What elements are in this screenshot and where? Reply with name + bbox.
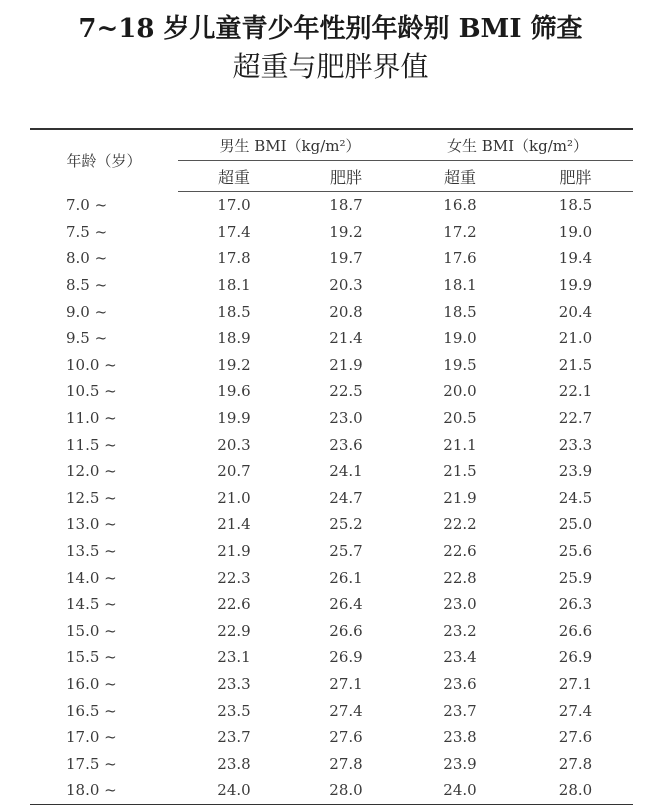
girls-overweight-cell: 20.5 [443,409,477,428]
girls-obese-cell: 25.0 [558,515,593,534]
girls-overweight-cell: 18.1 [443,276,477,295]
girls-overweight-cell: 18.5 [443,302,477,321]
boys-obese-cell: 27.4 [329,701,363,720]
age-cell: 16.0 ~ [66,674,117,693]
age-cell: 8.0 ~ [66,249,108,268]
age-cell: 14.5 ~ [66,595,117,614]
age-cell: 14.0 ~ [66,568,117,587]
girls-obese-cell: 21.5 [558,355,593,374]
boys-obese-cell: 26.4 [329,595,363,614]
girls-overweight-cell: 22.8 [443,568,477,587]
table-body [30,192,633,805]
girls-overweight-cell: 23.7 [443,701,477,720]
girls-obese-cell: 21.0 [558,329,593,348]
girls-obese-cell: 28.0 [518,777,633,804]
girls-overweight-cell: 24.0 [402,777,518,804]
table-row [30,671,633,698]
boys-obese-cell: 25.7 [329,542,363,561]
boys-obese-cell: 27.8 [329,754,363,773]
girls-overweight-cell: 23.2 [443,621,477,640]
girls-obese-cell: 19.9 [558,276,593,295]
age-cell: 11.0 ~ [66,409,117,428]
girls-overweight-cell: 21.9 [443,488,477,507]
girls-overweight-cell: 22.6 [443,542,477,561]
boys-overweight-cell: 19.9 [217,409,251,428]
boys-overweight-cell: 23.3 [217,674,251,693]
girls-overweight-cell: 20.0 [443,382,477,401]
boys-obese-cell: 24.7 [329,488,363,507]
table-row [30,352,633,379]
boys-bmi-header: 男生 BMI（kg/m²） [178,129,402,161]
table-row [30,458,633,485]
girls-obese-cell: 23.9 [558,462,593,481]
boys-overweight-cell: 21.4 [217,515,251,534]
girls-overweight-cell: 23.6 [443,674,477,693]
table-row [30,272,633,299]
girls-obese-cell: 26.3 [558,595,593,614]
girls-obese-cell: 24.5 [558,488,593,507]
boys-overweight-cell: 23.8 [217,754,251,773]
girls-overweight-cell: 23.9 [443,754,477,773]
boys-overweight-cell: 17.8 [217,249,251,268]
boys-overweight-cell: 22.6 [217,595,251,614]
boys-overweight-cell: 24.0 [178,777,290,804]
boys-overweight-cell: 22.3 [217,568,251,587]
boys-obese-cell: 26.9 [329,648,363,667]
girls-overweight-cell: 17.6 [443,249,477,268]
girls-obese-cell: 26.9 [558,648,593,667]
boys-obese-cell: 18.7 [329,196,363,215]
table-row [30,724,633,751]
girls-obese-cell: 20.4 [558,302,593,321]
girls-obese-cell: 27.1 [558,674,593,693]
age-cell: 13.5 ~ [66,542,117,561]
boys-obese-cell: 23.6 [329,435,363,454]
table-row [30,431,633,458]
girls-obese-cell: 23.3 [558,435,593,454]
boys-obese-cell: 21.9 [329,355,363,374]
girls-overweight-cell: 23.0 [443,595,477,614]
table-row [30,325,633,352]
table-row [30,697,633,724]
girls-obese-cell: 19.0 [558,222,593,241]
age-cell: 16.5 ~ [66,701,117,720]
boys-obese-header: 肥胖 [290,161,402,192]
age-cell: 7.0 ~ [66,196,108,215]
boys-overweight-cell: 19.6 [217,382,251,401]
title-line-2: 超重与肥胖界值 [232,50,429,83]
boys-obese-cell: 25.2 [329,515,363,534]
girls-overweight-cell: 19.0 [443,329,477,348]
age-cell: 9.0 ~ [66,302,108,321]
girls-overweight-cell: 17.2 [443,222,477,241]
age-cell: 17.5 ~ [66,754,117,773]
table-row [30,777,633,804]
girls-overweight-cell: 16.8 [443,196,477,215]
boys-overweight-cell: 21.0 [217,488,251,507]
boys-obese-cell: 20.3 [329,276,363,295]
boys-overweight-cell: 19.2 [217,355,251,374]
boys-obese-cell: 21.4 [329,329,363,348]
boys-obese-cell: 19.7 [329,249,363,268]
table-row [30,378,633,405]
table-row [30,591,633,618]
table-row [30,192,633,219]
girls-obese-cell: 25.6 [558,542,593,561]
girls-overweight-cell: 19.5 [443,355,477,374]
boys-overweight-cell: 23.5 [217,701,251,720]
girls-obese-cell: 26.6 [558,621,593,640]
age-cell: 15.0 ~ [66,621,117,640]
bmi-cutoff-table [30,128,633,805]
boys-obese-cell: 19.2 [329,222,363,241]
girls-overweight-cell: 21.5 [443,462,477,481]
boys-obese-cell: 20.8 [329,302,363,321]
boys-overweight-cell: 23.7 [217,728,251,747]
girls-obese-header: 肥胖 [518,161,633,192]
girls-overweight-cell: 23.8 [443,728,477,747]
age-cell: 12.5 ~ [66,488,117,507]
age-cell: 8.5 ~ [66,276,108,295]
boys-overweight-cell: 20.7 [217,462,251,481]
boys-overweight-cell: 20.3 [217,435,251,454]
boys-overweight-header: 超重 [178,161,290,192]
boys-overweight-cell: 17.0 [217,196,251,215]
age-cell: 17.0 ~ [66,728,117,747]
table-row [30,245,633,272]
girls-obese-cell: 18.5 [558,196,593,215]
boys-obese-cell: 26.1 [329,568,363,587]
boys-overweight-cell: 23.1 [217,648,251,667]
girls-obese-cell: 25.9 [558,568,593,587]
age-cell: 9.5 ~ [66,329,108,348]
boys-overweight-cell: 21.9 [217,542,251,561]
table-row [30,485,633,512]
age-cell: 10.0 ~ [66,355,117,374]
girls-obese-cell: 19.4 [558,249,593,268]
boys-overweight-cell: 18.9 [217,329,251,348]
age-column-header: 年龄（岁） [30,129,178,192]
table-row [30,750,633,777]
girls-obese-cell: 22.7 [558,409,593,428]
table-row [30,219,633,246]
title-line-1: 7~18 岁儿童青少年性别年龄别 BMI 筛查 [78,14,583,44]
age-cell: 7.5 ~ [66,222,108,241]
girls-obese-cell: 22.1 [558,382,593,401]
table-row [30,564,633,591]
age-cell: 15.5 ~ [66,648,117,667]
boys-obese-cell: 26.6 [329,621,363,640]
age-cell: 18.0 ~ [30,777,178,804]
boys-obese-cell: 28.0 [290,777,402,804]
table-row [30,618,633,645]
boys-obese-cell: 22.5 [329,382,363,401]
girls-bmi-header: 女生 BMI（kg/m²） [402,129,633,161]
girls-obese-cell: 27.8 [558,754,593,773]
table-row [30,644,633,671]
table-row [30,511,633,538]
boys-overweight-cell: 18.1 [217,276,251,295]
boys-overweight-cell: 17.4 [217,222,251,241]
girls-overweight-cell: 23.4 [443,648,477,667]
girls-obese-cell: 27.6 [558,728,593,747]
boys-obese-cell: 24.1 [329,462,363,481]
table-row [30,405,633,432]
age-cell: 11.5 ~ [66,435,117,454]
age-cell: 10.5 ~ [66,382,117,401]
page-title [0,10,661,86]
boys-obese-cell: 27.1 [329,674,363,693]
boys-overweight-cell: 18.5 [217,302,251,321]
girls-obese-cell: 27.4 [558,701,593,720]
girls-overweight-header: 超重 [402,161,518,192]
age-cell: 13.0 ~ [66,515,117,534]
age-cell: 12.0 ~ [66,462,117,481]
girls-overweight-cell: 21.1 [443,435,477,454]
girls-overweight-cell: 22.2 [443,515,477,534]
boys-obese-cell: 27.6 [329,728,363,747]
boys-obese-cell: 23.0 [329,409,363,428]
boys-overweight-cell: 22.9 [217,621,251,640]
table-row [30,538,633,565]
table-row [30,298,633,325]
